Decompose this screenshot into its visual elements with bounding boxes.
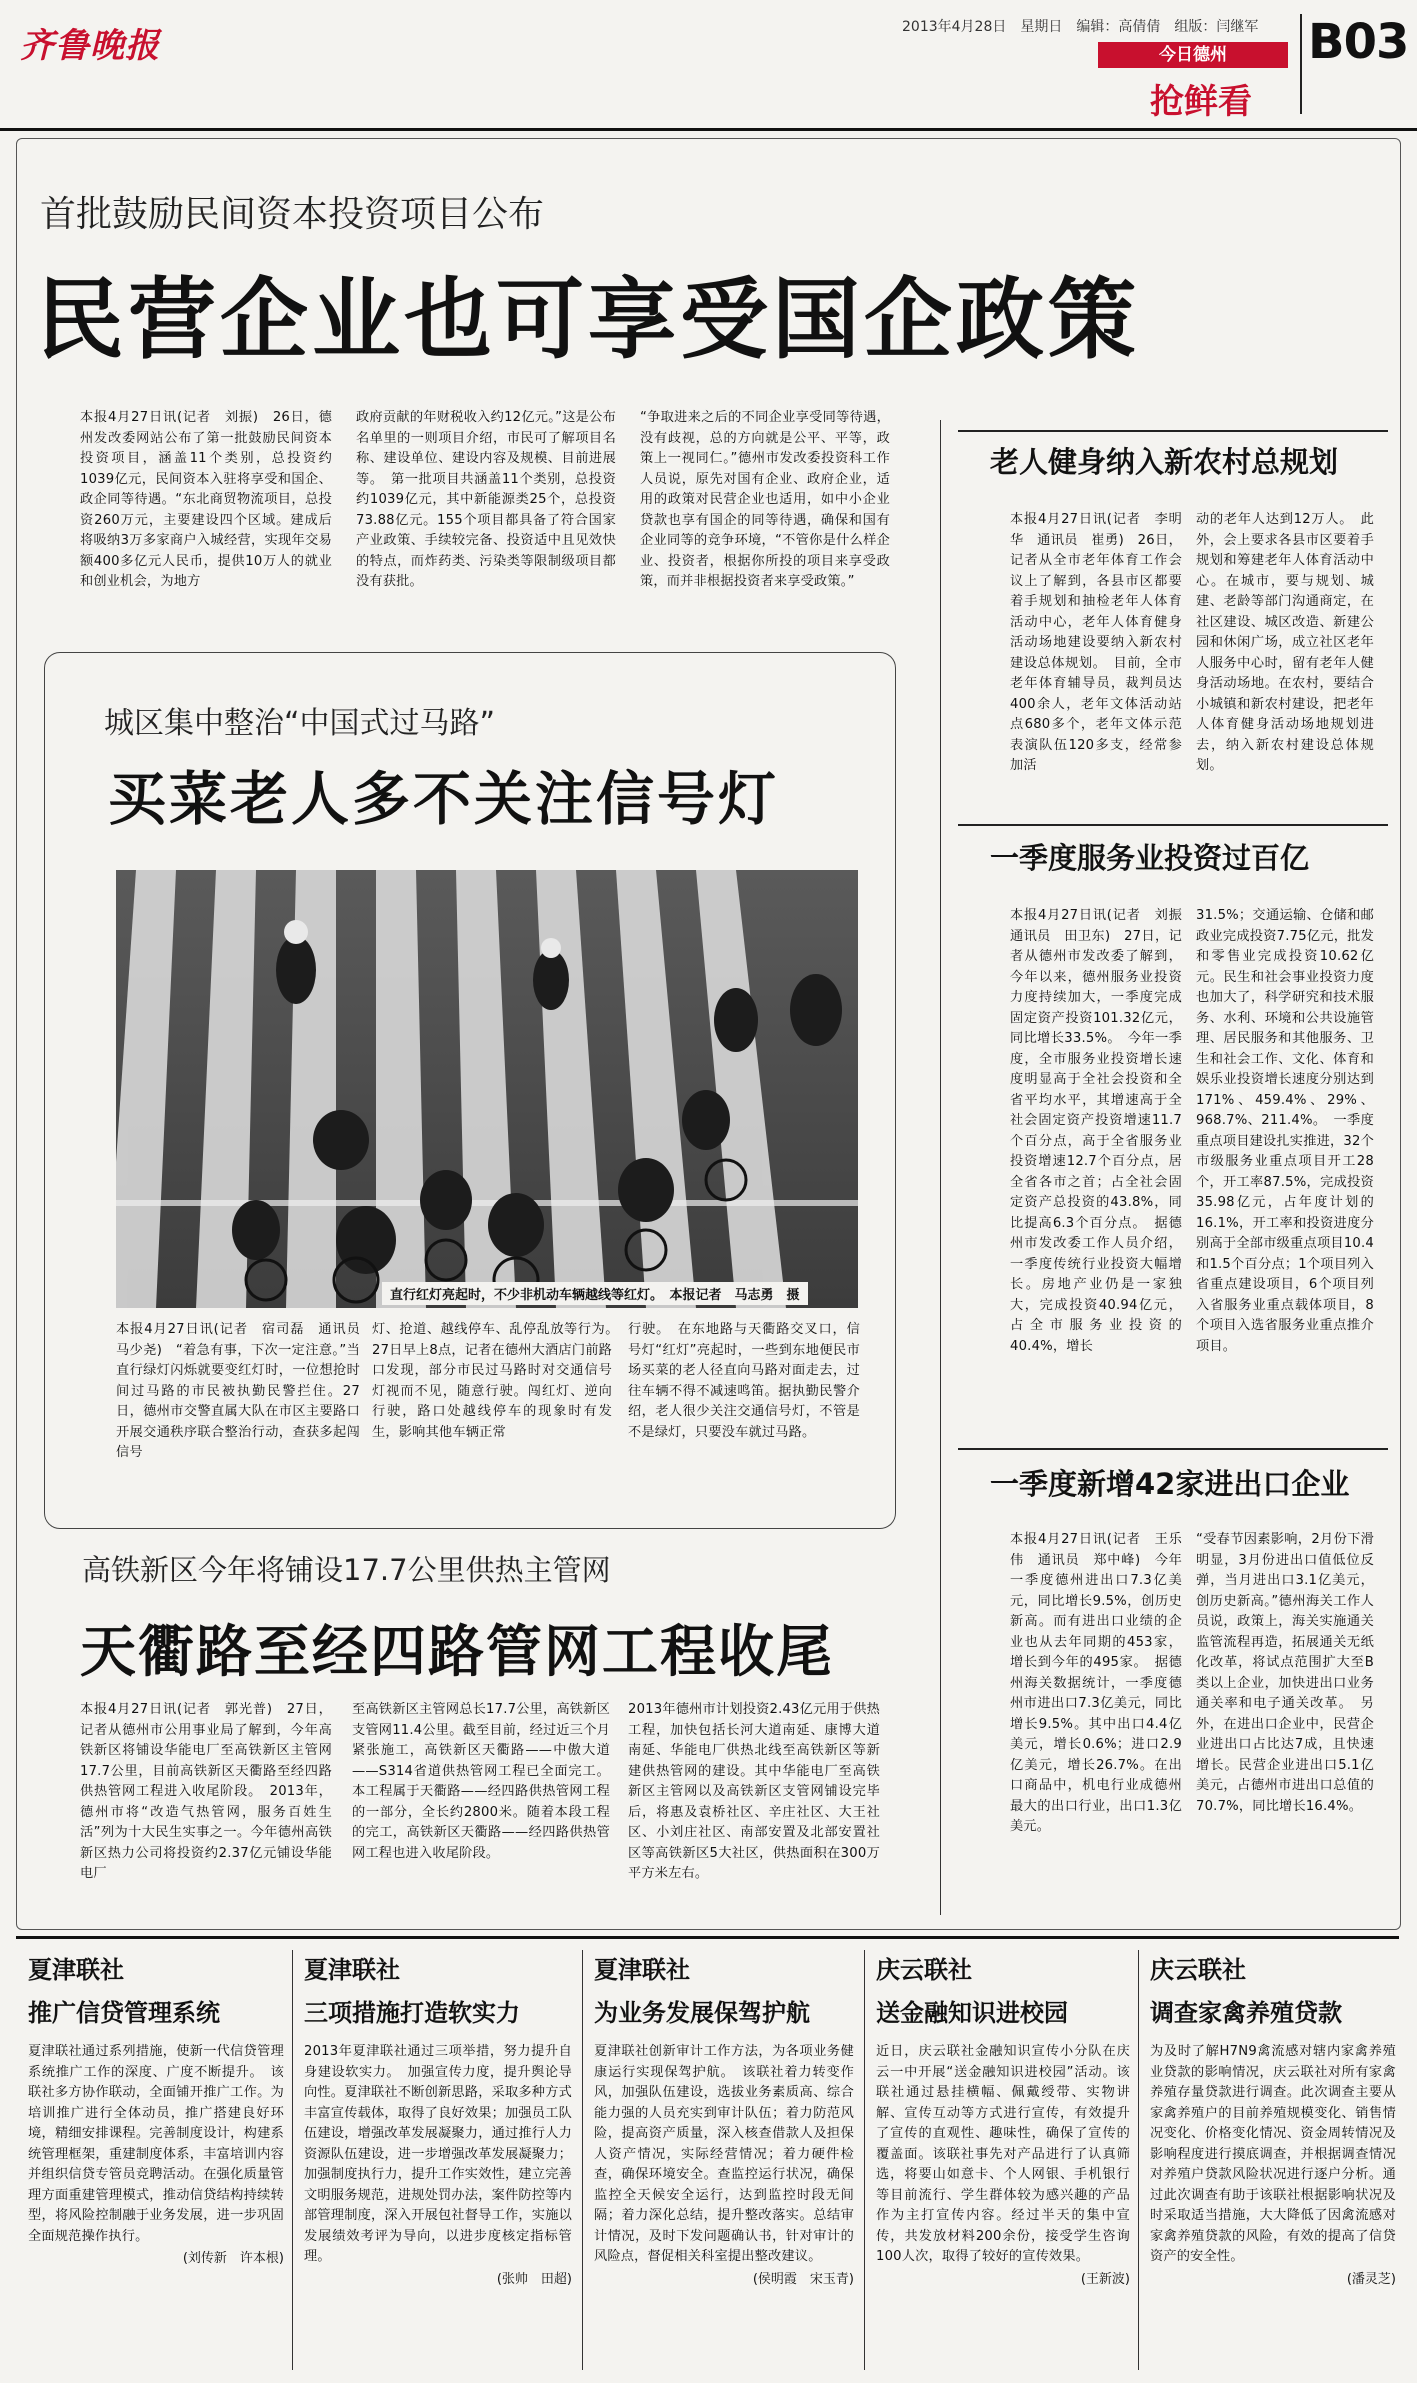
trade-col-1: 本报4月27日讯(记者 王乐伟 通讯员 郑中峰) 今年一季度德州进出口7.3亿美元，同比增长9.5%，创历史新高。而有进出口业绩的企业也从去年同期的453家，增长到今年的495家。 据德州海关数据统计，一季度德州市进出口7.3亿美元，同比增长9.5%。其中出口4.4亿美元，增长0.6%；进口2.9亿美元，增长26.7%。在出口商品中，机电行业成德州最大的出口行业，出口1.3亿美元。 [1010,1532,1182,1834]
bottom-item-unit: 夏津联社 [304,1956,400,1984]
services-rule [958,824,1388,826]
traffic-kicker: 城区集中整治“中国式过马路” [104,706,496,741]
bottom-item-body: 近日，庆云联社金融知识宣传小分队在庆云一中开展“送金融知识进校园”活动。该联社通过悬挂横幅、佩戴绶带、实物讲解、宣传互动等方式进行宣传，有效提升了宣传的直观性、趣味性，确保了宣传的覆盖面。该联社事先对产品进行了认真筛选，将要山如意卡、个人网银、手机银行等目前流行、学生群体较为感兴趣的产品作为主打宣传内容。经过半天的集中宣传，共发放材料200余份，接受学生咨询100人次，取得了较好的宣传效果。 [876,2044,1130,2264]
bottom-item-signoff: (潘灵芝) [1346,2271,1396,2287]
bottom-divider-4 [1138,1950,1139,2370]
bottom-item-signoff: (侯明霞 宋玉青) [752,2271,854,2287]
bottom-item-4 [876,1950,1130,2287]
page-number: B03 [1308,14,1409,70]
bottom-item-unit: 庆云联社 [876,1956,972,1984]
lead-headline: 民营企业也可享受国企政策 [36,267,1141,371]
traffic-col-2: 灯、抢道、越线停车、乱停乱放等行为。 27日早上8点，记者在德州大酒店门前路口发现，部分市民过马路时对交通信号灯视而不见，随意行驶。闯红灯、逆向行驶，路口处越线停车的现象时有发生，影响其他车辆正常 [372,1322,626,1440]
bottom-item-title: 三项措施打造软实力 [304,1999,520,2027]
elderly-col-2: 动的老年人达到12万人。 此外，会上要求各县市区要着手规划和筹建老年人体育活动中心。在城市，要与规划、城建、老龄等部门沟通商定，在社区建设、城区改造、新建公园和休闲广场，成立社区老年人服务中心时，留有老年人健身活动场地。在农村，要结合小城镇和新农村建设，把老年人体育健身活动场地规划进去，纳入新农村建设总体规划。 [1196,512,1374,773]
bottom-item-title: 推广信贷管理系统 [28,1999,220,2027]
heating-col-3: 2013年德州市计划投资2.43亿元用于供热工程，加快包括长河大道南延、康博大道南延、华能电厂供热北线至高铁新区等新建供热管网的建设。其中华能电厂至高铁新区主管网以及高铁新区支管网铺设完毕后，将惠及袁桥社区、辛庄社区、大王社区、小刘庄社区、南部安置及北部安置社区等高铁新区5大社区，供热面积在300万平方米左右。 [628,1702,880,1881]
section-label: 今日德州 [1098,42,1288,68]
heating-headline: 天衢路至经四路管网工程收尾 [80,1619,834,1685]
lead-col-1: 本报4月27日讯(记者 刘振) 26日，德州发改委网站公布了第一批鼓励民间资本投资项目，涵盖11个类别，总投资约1039亿元，民间资本入驻将享受和国企、政企同等待遇。“东北商贸物流项目，总投资260万元，主要建设四个区域。建成后将吸纳3万多家商户入城经营，实现年交易额400多亿元人民币，提供10万人的就业和创业机会，为地方 [80,410,332,589]
masthead-rule [0,128,1417,131]
bottom-item-5 [1150,1950,1396,2287]
lead-col-3: “争取进来之后的不同企业享受同等待遇，没有歧视，总的方向就是公平、平等，政策上一视同仁。”德州市发改委投资科工作人员说，原先对国有企业、政府企业，适用的政策对民营企业也适用，如中小企业贷款也享有国企的同等待遇，确保和国有企业同等的竞争环境，“不管你是什么样企业、投资者，根据你所投的项目来享受政策，而并非根据投资者来享受政策。” [640,410,890,589]
bottom-item-2 [304,1950,572,2287]
bottom-item-3 [594,1950,854,2287]
bottom-item-body: 夏津联社创新审计工作方法，为各项业务健康运行实现保驾护航。 该联社着力转变作风，加强队伍建设，选拔业务素质高、综合能力强的人员充实到审计队伍；着力防范风险，提高资产质量，深入核查借款人及担保人资产情况，实际经营情况；着力硬件检查，确保环境安全。查监控运行状况，确保监控全天候安全运行，达到监控时段无间隔；着力深化总结，提升整改落实。总结审计情况，及时下发问题确认书，针对审计的风险点，督促相关科室提出整改建议。 [594,2044,854,2264]
heating-col-2: 至高铁新区主管网总长17.7公里，高铁新区支管网11.4公里。截至目前，经过近三个月紧张施工，高铁新区天衢路——中傲大道——S314省道供热管网工程已全面完工。本工程属于天衢路——经四路供热管网工程的一部分，全长约2800米。随着本段工程的完工，高铁新区天衢路——经四路供热管网工程也进入收尾阶段。 [352,1702,610,1861]
bottom-divider-1 [292,1950,293,2370]
bottom-item-signoff: (王新波) [1080,2271,1130,2287]
bottom-item-body: 夏津联社通过系列措施，使新一代信贷管理系统推广工作的深度、广度不断提升。 该联社多方协作联动，全面铺开推广工作。为培训推广进行全体动员，推广搭建良好环境，精细安排课程。完善制度设计，构建系统管理框架，重建制度体系，丰富培训内容并组织信贷专管员竞聘活动。在强化质量管理方面重建管理模式，推动信贷结构持续转型，将风险控制融于业务发展，进一步巩固全面规范操作执行。 [28,2044,284,2244]
services-col-2: 31.5%；交通运输、仓储和邮政业完成投资7.75亿元，批发和零售业完成投资10.62亿元。民生和社会事业投资力度也加大了，科学研究和技术服务、水利、环境和公共设施管理、居民服务和其他服务、卫生和社会工作、文化、体育和娱乐业投资增长速度分别达到171%、459.4%、29%、968.7%、211.4%。 一季度重点项目建设扎实推进，32个市级服务业重点项目开工28个，开工率87.5%，完成投资35.98亿元，占年度计划的16.1%，开工率和投资进度分别高于全部市级重点项目10.4和1.5个百分点；1个项目列入省重点建设项目，6个项目列入省服务业重点载体项目，8个项目入选省服务业重点推介项目。 [1196,908,1374,1354]
heating-col-1: 本报4月27日讯(记者 郭光普) 27日，记者从德州市公用事业局了解到，今年高铁新区将铺设华能电厂至高铁新区主管网17.7公里，目前高铁新区天衢路至经四路供热管网工程进入收尾阶段。 2013年，德州市将“改造气热管网，服务百姓生活”列为十大民生实事之一。今年德州高铁新区热力公司将投资约2.37亿元铺设华能电厂 [80,1702,332,1881]
bottom-divider-2 [582,1950,583,2370]
traffic-headline: 买菜老人多不关注信号灯 [108,765,780,833]
bottom-item-title: 调查家禽养殖贷款 [1150,1999,1342,2027]
traffic-col-3: 行驶。 在东地路与天衢路交叉口，信号灯“红灯”亮起时，一些到东地便民市场买菜的老人径直向马路对面走去，过往车辆不得不减速鸣笛。据执勤民警介绍，老人很少关注交通信号灯，不管是不是绿灯，只要没车就过马路。 [628,1322,860,1440]
bottom-item-body: 为及时了解H7N9禽流感对辖内家禽养殖业贷款的影响情况，庆云联社对所有家禽养殖存量贷款进行调查。此次调查主要从家禽养殖户的目前养殖规模变化、销售情况变化、价格变化情况、资金周转情况及影响程度进行摸底调查，并根据调查情况对养殖户贷款风险状况进行逐户分析。通过此次调查有助于该联社根据影响状况及时采取适当措施，大大降低了因禽流感对家禽养殖贷款的风险，有效的提高了信贷资产的安全性。 [1150,2044,1396,2264]
crosswalk-photo [116,870,858,1308]
lead-kicker: 首批鼓励民间资本投资项目公布 [40,194,545,235]
bottom-item-title: 为业务发展保驾护航 [594,1999,810,2027]
photo-caption: 直行红灯亮起时，不少非机动车辆越线等红灯。 本报记者 马志勇 摄 [382,1282,808,1305]
masthead-divider [1300,14,1302,114]
newspaper-logo: 齐鲁晚报 [20,26,160,66]
bottom-strip-rule [16,1936,1399,1939]
services-headline: 一季度服务业投资过百亿 [990,841,1310,875]
bottom-item-signoff: (刘传新 许本根) [182,2251,284,2266]
elderly-headline: 老人健身纳入新农村总规划 [990,445,1339,479]
bottom-item-signoff: (张帅 田超) [496,2271,572,2287]
services-col-1: 本报4月27日讯(记者 刘振 通讯员 田卫东) 27日，记者从德州市发改委了解到，今年以来，德州服务业投资力度持续加大，一季度完成固定资产投资101.32亿元，同比增长33.5%。 今年一季度，全市服务业投资增长速度明显高于全社会投资和全省平均水平，其增速高于全社会固定资产投资增速11.7个百分点，高于全省服务业投资增速12.7个百分点，居全省各市之首；占全社会固定资产总投资的43.8%，同比提高6.3个百分点。 据德州市发改委工作人员介绍，一季度传统行业投资大幅增长。房地产业仍是一家独大，完成投资40.94亿元，占全市服务业投资的40.4%，增长 [1010,908,1196,1354]
trade-col-2: “受春节因素影响，2月份下滑明显，3月份进出口值低位反弹，当月进出口3.1亿美元，创历史新高。”德州海关工作人员说，政策上，海关实施通关监管流程再造，拓展通关无纸化改革，将试点范围扩大至B类以上企业，加快进出口业务通关率和电子通关改革。 另外，在进出口企业中，民营企业进出口占比达7成，且快速增长。民营企业进出口5.1亿美元，占德州市进出口总值的70.7%，同比增长16.4%。 [1196,1532,1374,1814]
bottom-item-unit: 夏津联社 [28,1956,124,1984]
trade-headline: 一季度新增42家进出口企业 [990,1467,1350,1501]
elderly-col-1: 本报4月27日讯(记者 李明华 通讯员 崔勇) 26日，记者从全市老年体育工作会议上了解到，各县市区都要着手规划和抽检老年人体育活动中心，老年人体育健身活动场地建设要纳入新农村建设总体规划。 目前，全市老年体育辅导员，裁判员达400余人，老年文体活动站点680多个，老年文体示范表演队伍120多支，经常参加活 [1010,512,1182,773]
bottom-divider-3 [864,1950,865,2370]
right-column-divider [940,420,941,1915]
traffic-col-1: 本报4月27日讯(记者 宿司磊 通讯员 马少尧) “着急有事，下次一定注意。”当直行绿灯闪烁就要变红灯时，一位想抢时间过马路的市民被执勤民警拦住。27日，德州市交警直属大队在市区主要路口开展交通秩序联合整治行动，查获多起闯信号 [116,1322,374,1460]
crosswalk-photo-graphic [116,870,858,1308]
bottom-item-1 [28,1950,284,2266]
section-title: 抢鲜看 [1150,82,1252,122]
elderly-rule [958,430,1388,432]
lead-col-2: 政府贡献的年财税收入约12亿元。”这是公布名单里的一则项目介绍，市民可了解项目名称、建设单位、建设内容及规模、目前进展等。 第一批项目共涵盖11个类别，总投资约1039亿元，其中新能源类25个，总投资73.88亿元。155个项目都具备了符合国家产业政策、手续较完备、投资适中且见效快的特点，而炸药类、污染类等限制级项目都没有获批。 [356,410,616,589]
trade-rule [958,1448,1388,1450]
date-editor-line: 2013年4月28日 星期日 编辑：高倩倩 组版：闫继军 [902,19,1259,35]
bottom-item-body: 2013年夏津联社通过三项举措，努力提升自身建设软实力。 加强宣传力度，提升舆论导向性。夏津联社不断创新思路，采取多种方式丰富宣传载体，取得了良好效果；加强员工队伍建设，增强改革发展凝聚力，通过推行人力资源队伍建设，进一步增强改革发展凝聚力；加强制度执行力，提升工作实效性，建立完善文明服务规范，进规处罚办法，案件防控等内部管理制度，深入开展包社督导工作，实施以发展绩效考评为导向，以进步度核定指标管理。 [304,2044,572,2264]
bottom-item-unit: 庆云联社 [1150,1956,1246,1984]
heating-kicker: 高铁新区今年将铺设17.7公里供热主管网 [82,1553,611,1587]
bottom-item-title: 送金融知识进校园 [876,1999,1068,2027]
bottom-item-unit: 夏津联社 [594,1956,690,1984]
